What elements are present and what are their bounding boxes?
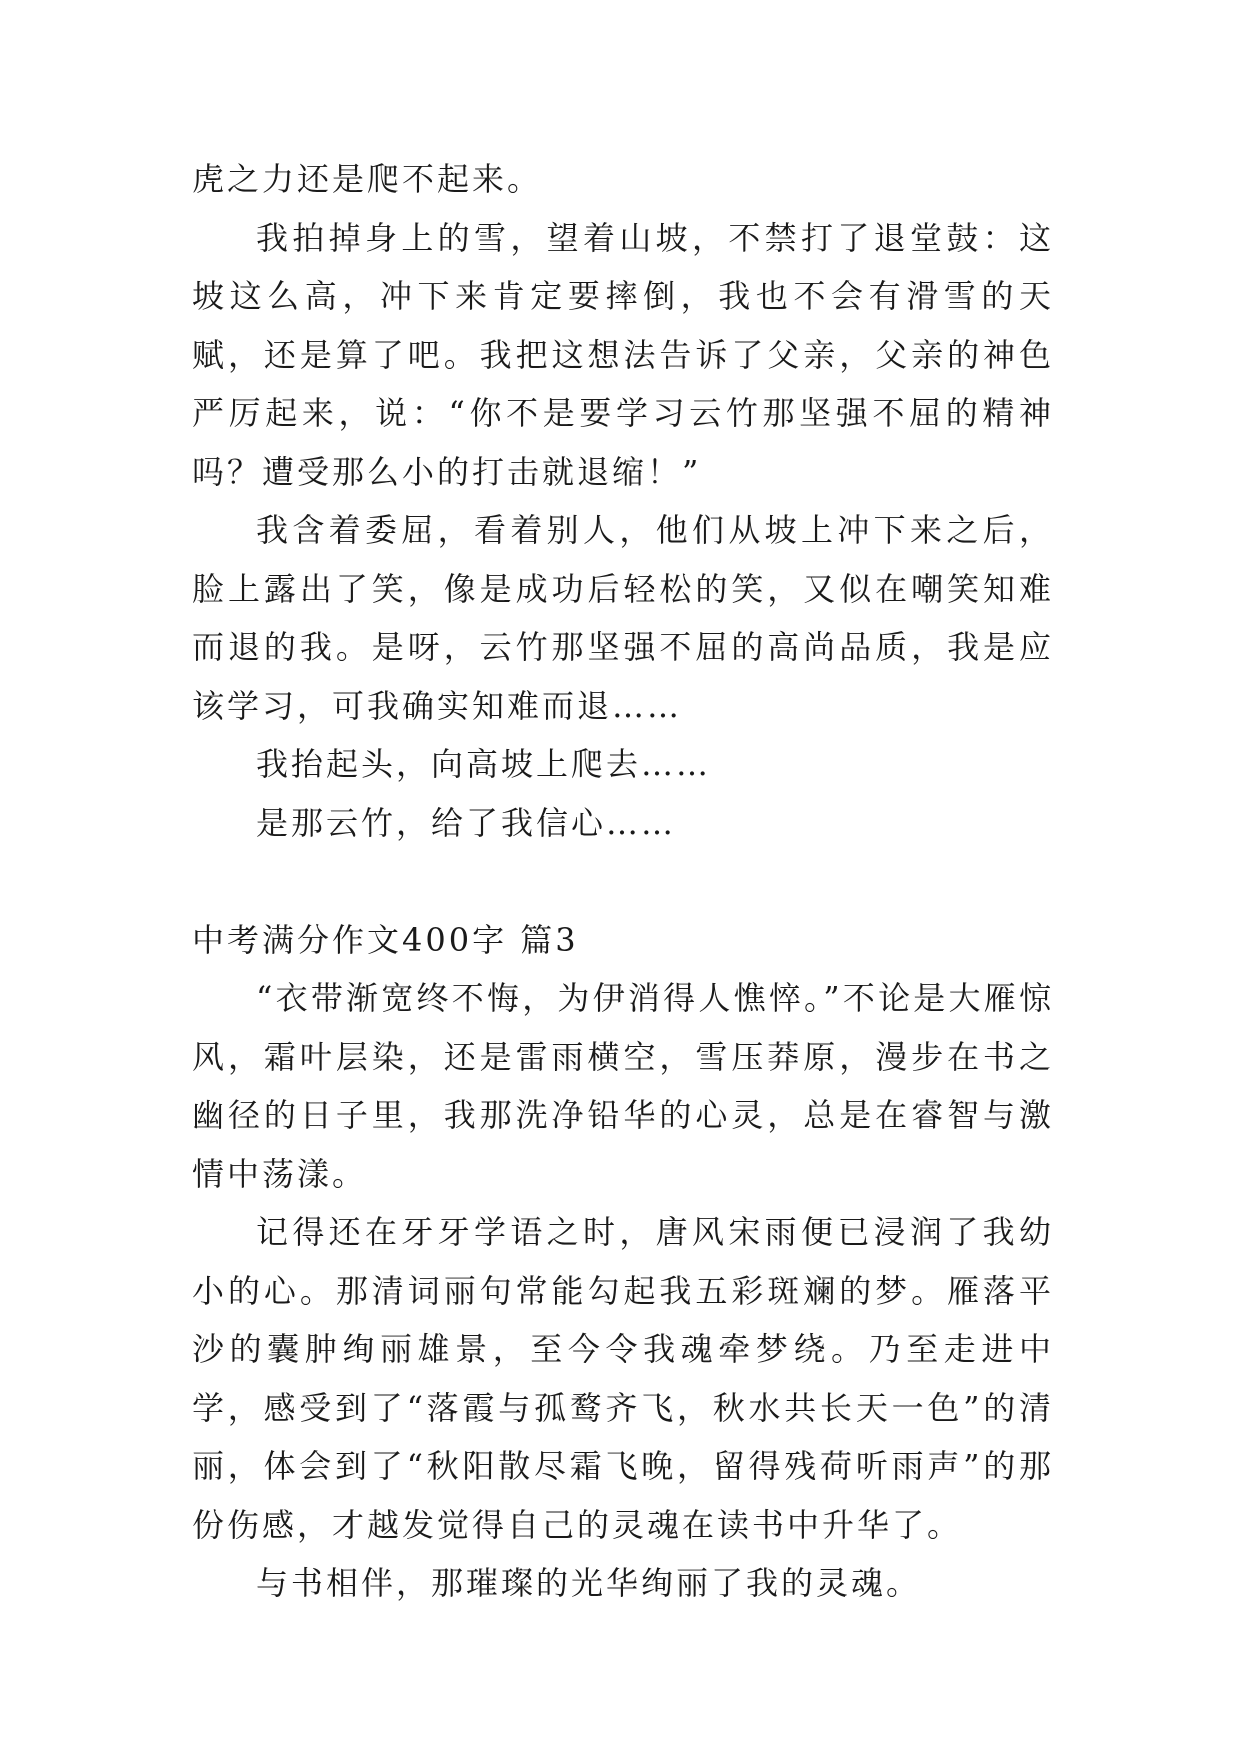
paragraph-childhood: 记得还在牙牙学语之时，唐风宋雨便已浸润了我幼小的心。那清词丽句常能勾起我五彩斑斓的梦。雁落平沙的囊肿绚丽雄景，至今令我魂牵梦绕。乃至走进中学，感受到了“落霞与孤鹜齐飞，秋水共长天一色”的清丽，体会到了“秋阳散尽霜飞晚，留得残荷听雨声”的那份伤感，才越发觉得自己的灵魂在读书中升华了。 [192,1213,1054,1544]
section-heading: 中考满分作文400字 篇3 [192,920,579,959]
paragraph-continuation: 虎之力还是爬不起来。 [192,160,543,198]
paragraph-conclusion: 与书相伴，那璀璨的光华绚丽了我的灵魂。 [256,1564,922,1602]
paragraph-poem-quote: “衣带渐宽终不悔，为伊消得人憔悴。”不论是大雁惊风，霜叶层染，还是雷雨横空，雪压莽原，漫步在书之幽径的日子里，我那洗净铅华的心灵，总是在睿智与激情中荡漾。 [192,979,1054,1193]
section-spacer [192,852,1054,911]
paragraph-climb: 我抬起头，向高坡上爬去…… [256,745,712,783]
paragraph-snow-slope: 我拍掉身上的雪，望着山坡，不禁打了退堂鼓：这坡这么高，冲下来肯定要摔倒，我也不会有滑雪的天赋，还是算了吧。我把这想法告诉了父亲，父亲的神色严厉起来，说：“你不是要学习云竹那坚强不屈的精神吗？遭受那么小的打击就退缩！” [192,218,1054,491]
paragraph-confidence: 是那云竹，给了我信心…… [256,803,677,842]
paragraph-grievance: 我含着委屈，看着别人，他们从坡上冲下来之后，脸上露出了笑，像是成功后轻松的笑，又似在嘲笑知难而退的我。是呀，云竹那坚强不屈的高尚品质，我是应该学习，可我确实知难而退…… [192,511,1054,725]
document-body [192,150,1054,1613]
